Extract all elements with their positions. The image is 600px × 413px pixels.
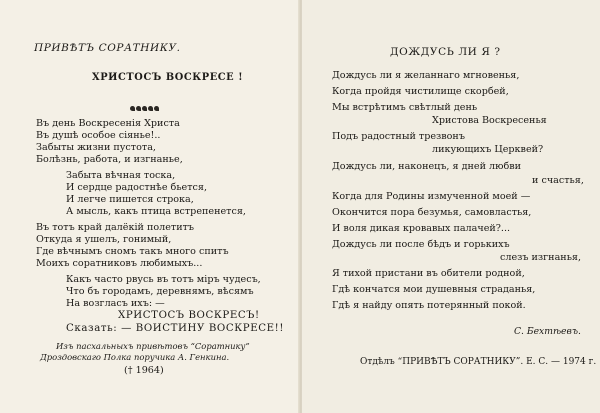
poem-line: Подъ радостный трезвонъ [332, 131, 465, 142]
page-header: ПРИВѢТЪ СОРАТНИКУ. [34, 42, 181, 54]
poem-line: Болѣзнь, работа, и изгнанье, [36, 154, 183, 165]
poem-line: Я тихой пристани въ обители родной, [332, 268, 525, 279]
poem-line: Окончится пора безумья, самовластья, [332, 207, 532, 218]
death-year: († 1964) [124, 365, 164, 376]
poem-line: Дождусь ли я желаннаго мгновенья, [332, 70, 520, 81]
poem-line: Откуда я ушелъ, гонимый, [36, 234, 172, 245]
exclamation-line: Сказать: — ВОИСТИНУ ВОСКРЕСЕ!! [66, 323, 285, 334]
poem-line: Въ тотъ край далёкій полетитъ [36, 222, 195, 233]
poem-line: И воля дикая кровавых палачей?... [332, 223, 511, 234]
poem-line: слезъ изгнанья, [500, 252, 582, 263]
poem-line: И сердце радостнѣе бьется, [66, 182, 208, 193]
poem-line: Дождусь ли, наконецъ, я дней любви [332, 161, 522, 172]
poem-line: Когда пройдя чистилище скорбей, [332, 86, 509, 97]
poem-line: И легче пишется строка, [66, 194, 194, 205]
poem-line: Въ день Воскресенія Христа [36, 118, 180, 129]
poem-line: Въ душѣ особое сіянье!.. [36, 130, 161, 141]
poem-line: Гдѣ я найду опять потерянный покой. [332, 300, 526, 311]
poem-line: Когда для Родины измученной моей — [332, 191, 531, 202]
poem-line: Какъ часто рвусь въ тотъ міръ чудесъ, [66, 274, 261, 285]
right-page [302, 0, 600, 413]
poem-line: Гдѣ кончатся мои душевныя страданья, [332, 284, 536, 295]
poem-line: Моихъ соратниковъ любимыхъ... [36, 258, 203, 269]
poem-line: Что бъ городамъ, деревнямъ, вѣсямъ [66, 286, 254, 297]
poem-line: Где вѣчнымъ сномъ такъ много спитъ [36, 246, 229, 257]
poem-line: ликующихъ Церквей? [432, 144, 544, 155]
ornament-divider [130, 96, 164, 102]
poem-line: Христова Воскресенья [432, 115, 547, 126]
poem-line: Забыта вѣчная тоска, [66, 170, 176, 181]
poem-line: Мы встрѣтимъ свѣтлый день [332, 102, 478, 113]
footer-note: Отдѣлъ “ПРИВѢТЪ СОРАТНИКУ”. Е. С. — 1974 г. [360, 357, 597, 367]
poem-line: На возгласъ ихъ: — [66, 298, 165, 309]
source-note: Дроздовскаго Полка поручика А. Генкина. [40, 352, 230, 362]
poem-line: и счастья, [532, 175, 584, 186]
poem-title: ДОЖДУСЬ ЛИ Я ? [390, 46, 501, 58]
source-note: Изъ пасхальныхъ привѣтовъ “Соратнику” [56, 341, 250, 351]
poem-line: Забыты жизни пустота, [36, 142, 156, 153]
poem-line: А мысль, какъ птица встрепенется, [66, 206, 246, 217]
exclamation-line: ХРИСТОСЪ ВОСКРЕСЪ! [118, 310, 260, 321]
poem-title: ХРИСТОСЪ ВОСКРЕСЕ ! [92, 72, 244, 83]
author-signature: С. Бехтѣевъ. [514, 326, 581, 337]
poem-line: Дождусь ли после бѣдъ и горькихъ [332, 239, 510, 250]
